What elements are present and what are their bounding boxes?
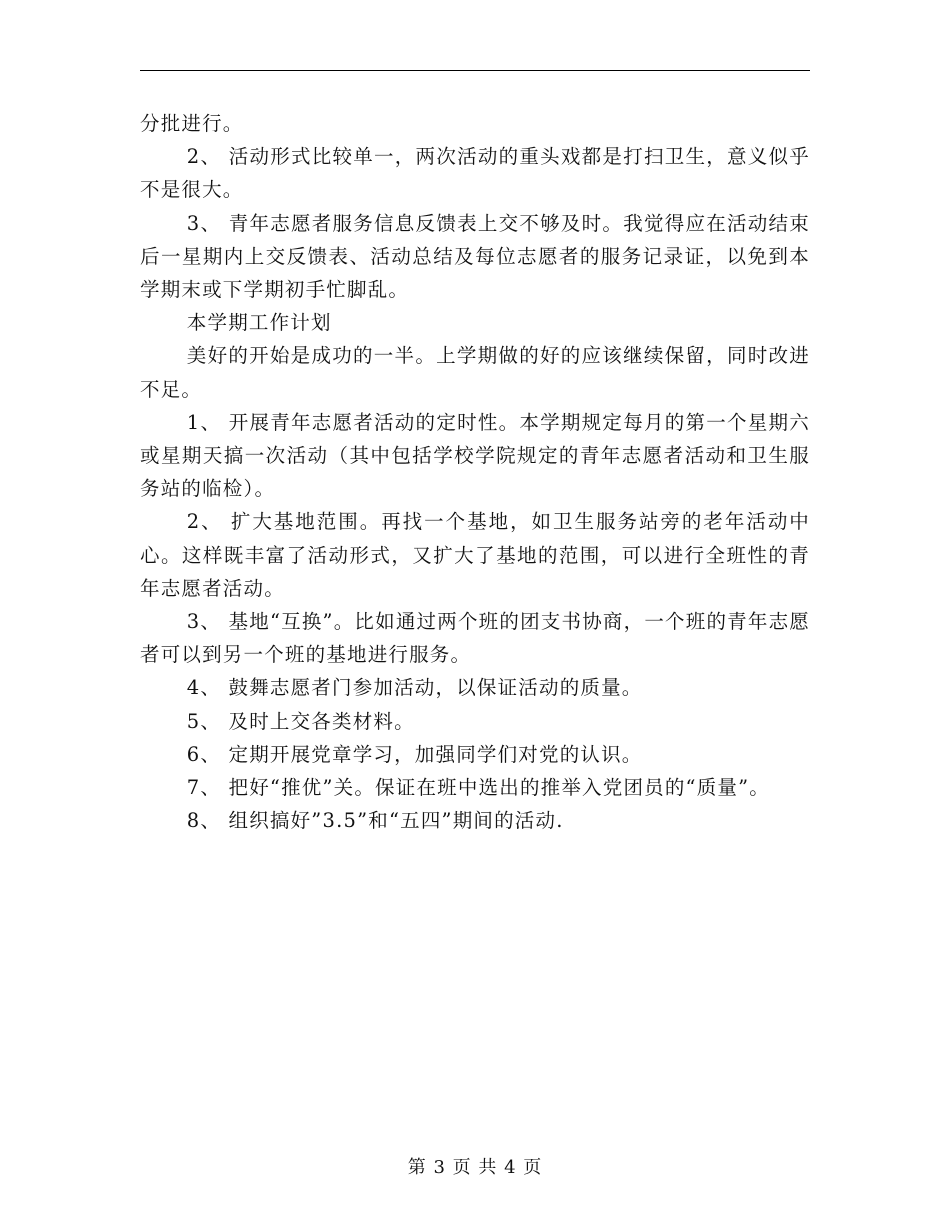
header-rule: [140, 70, 810, 71]
page-footer: [0, 1153, 950, 1179]
section-heading: 本学期工作计划: [186, 311, 332, 335]
page-number: 第 3 页 共 4 页: [407, 1157, 543, 1178]
list-item: 3、 基地“互换”。比如通过两个班的团支书协商，一个班的青年志愿者可以到另一个班的基地进行服务。: [140, 610, 810, 667]
list-item: 5、 及时上交各类材料。: [186, 709, 415, 733]
list-item: 4、 鼓舞志愿者门参加活动，以保证活动的质量。: [186, 676, 643, 700]
paragraph: 2、 活动形式比较单一，两次活动的重头戏都是打扫卫生，意义似乎不是很大。: [140, 145, 810, 202]
list-item: 6、 定期开展党章学习，加强同学们对党的认识。: [186, 742, 643, 766]
list-item: 2、 扩大基地范围。再找一个基地，如卫生服务站旁的老年活动中心。这样既丰富了活动形式，又扩大了基地的范围，可以进行全班性的青年志愿者活动。: [140, 510, 810, 600]
paragraph: 3、 青年志愿者服务信息反馈表上交不够及时。我觉得应在活动结束后一星期内上交反馈表、活动总结及每位志愿者的服务记录证，以免到本学期末或下学期初手忙脚乱。: [140, 211, 810, 302]
list-item: 8、 组织搞好”3.5”和“五四”期间的活动.: [186, 809, 564, 833]
list-item: 1、 开展青年志愿者活动的定时性。本学期规定每月的第一个星期六或星期天搞一次活动（其中包括学校学院规定的青年志愿者活动和卫生服务站的临检）。: [140, 410, 810, 501]
paragraph: 分批进行。: [140, 112, 244, 135]
paragraph: 美好的开始是成功的一半。上学期做的好的应该继续保留，同时改进不足。: [140, 344, 810, 401]
list-item: 7、 把好“推优”关。保证在班中选出的推举入党团员的“质量”。: [186, 776, 770, 800]
document-body: [140, 107, 810, 837]
